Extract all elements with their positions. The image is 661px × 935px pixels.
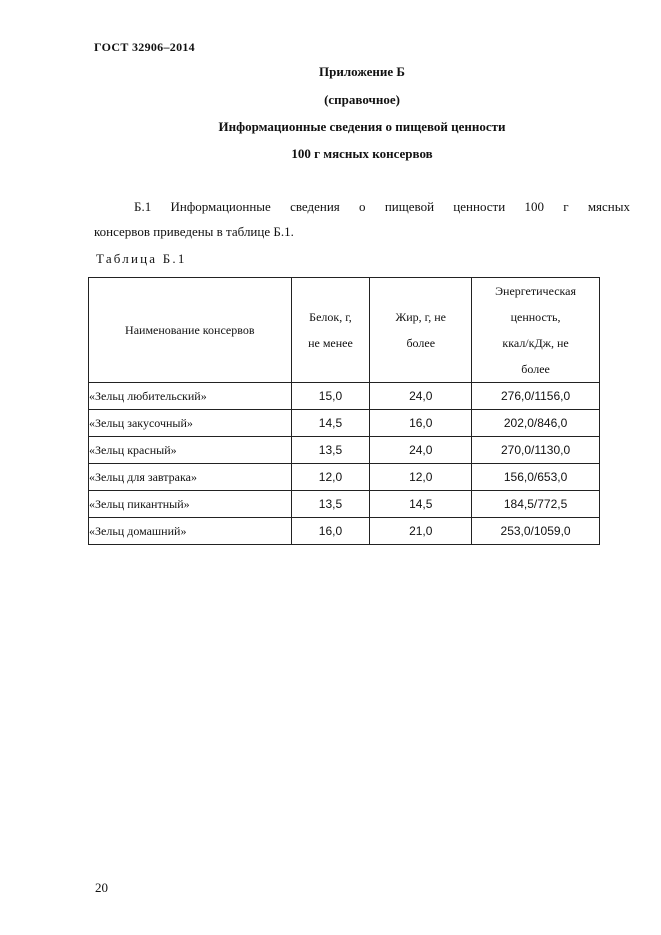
header-fat (370, 278, 472, 383)
row-name: «Зельц красный» (89, 437, 292, 464)
table-row (89, 491, 600, 518)
header-fat-l2: более (406, 336, 436, 350)
nutrition-table (88, 277, 600, 545)
table-row (89, 437, 600, 464)
header-name: Наименование консервов (89, 278, 292, 383)
row-name: «Зельц пикантный» (89, 491, 292, 518)
appendix-title: Приложение Б (319, 64, 405, 79)
intro-paragraph (94, 194, 630, 244)
intro-paragraph-line1: Б.1 Информационные сведения о пищевой ценности 100 г мясных (134, 199, 630, 214)
row-fat: 16,0 (370, 410, 472, 437)
row-protein: 14,5 (291, 410, 370, 437)
row-protein: 15,0 (291, 383, 370, 410)
table-caption: Таблица Б.1 (96, 251, 187, 266)
row-protein: 13,5 (291, 491, 370, 518)
row-energy: 202,0/846,0 (472, 410, 600, 437)
row-energy: 276,0/1156,0 (472, 383, 600, 410)
header-energy-l3: ккал/кДж, не (502, 336, 569, 350)
intro-paragraph-line2: консервов приведены в таблице Б.1. (94, 224, 294, 239)
header-energy-l1: Энергетическая (495, 284, 577, 298)
table-row (89, 383, 600, 410)
row-name: «Зельц домашний» (89, 518, 292, 545)
row-name: «Зельц закусочный» (89, 410, 292, 437)
header-energy-l2: ценность, (510, 310, 561, 324)
row-energy: 253,0/1059,0 (472, 518, 600, 545)
table-row (89, 464, 600, 491)
appendix-heading-line1: Информационные сведения о пищевой ценности (218, 119, 506, 134)
appendix-heading-line2: 100 г мясных консервов (291, 146, 433, 161)
row-name: «Зельц для завтрака» (89, 464, 292, 491)
row-protein: 13,5 (291, 437, 370, 464)
page-number: 20 (95, 880, 108, 895)
header-protein (291, 278, 370, 383)
header-protein-l2: не менее (308, 336, 353, 350)
row-energy: 156,0/653,0 (472, 464, 600, 491)
row-fat: 24,0 (370, 383, 472, 410)
document-code: ГОСТ 32906–2014 (94, 40, 195, 54)
row-protein: 16,0 (291, 518, 370, 545)
row-name: «Зельц любительский» (89, 383, 292, 410)
row-fat: 21,0 (370, 518, 472, 545)
row-energy: 184,5/772,5 (472, 491, 600, 518)
row-energy: 270,0/1130,0 (472, 437, 600, 464)
row-fat: 24,0 (370, 437, 472, 464)
row-fat: 12,0 (370, 464, 472, 491)
header-energy-l4: более (521, 362, 550, 376)
header-protein-l1: Белок, г, (309, 310, 352, 324)
header-energy (472, 278, 600, 383)
table-row (89, 518, 600, 545)
table-row (89, 410, 600, 437)
row-fat: 14,5 (370, 491, 472, 518)
appendix-type: (справочное) (324, 92, 400, 107)
header-fat-l1: Жир, г, не (395, 310, 446, 324)
row-protein: 12,0 (291, 464, 370, 491)
